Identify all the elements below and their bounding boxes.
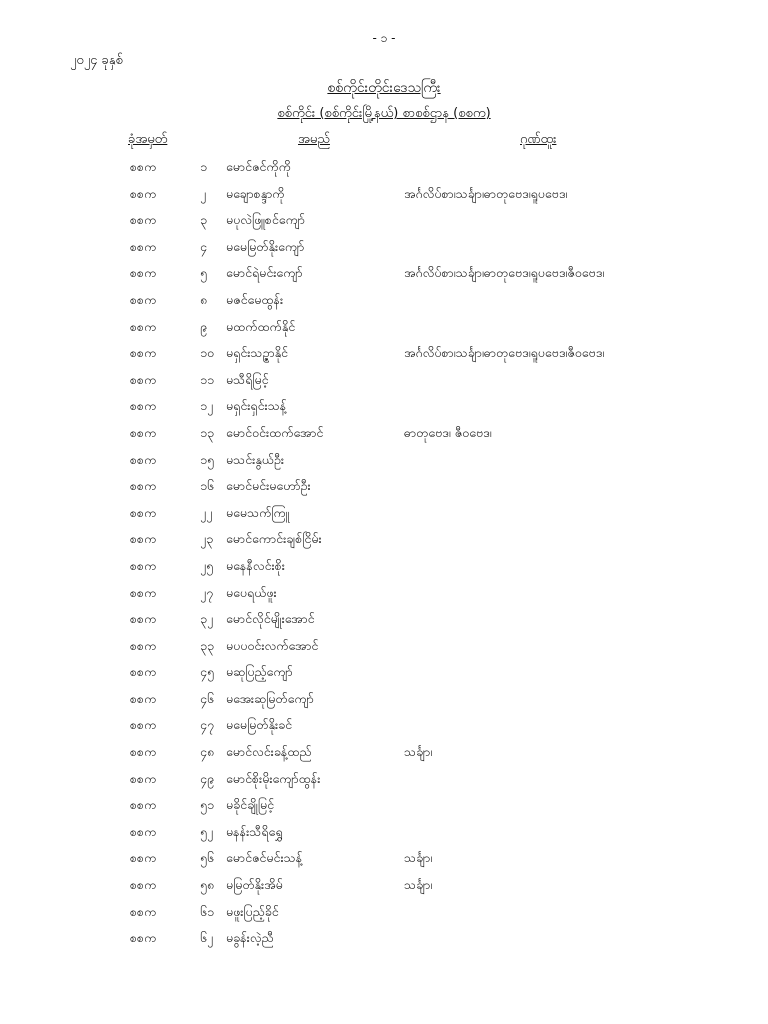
center-code: စစက — [130, 238, 157, 254]
roll-number: ၂၂ — [200, 504, 213, 520]
student-name: မရှင်းသဥ္ဇာနိုင် — [226, 345, 288, 361]
center-code: စစက — [130, 850, 157, 866]
roll-number: ၄၉ — [200, 770, 215, 786]
result-row — [0, 317, 768, 344]
result-row — [0, 556, 768, 583]
student-name: မသင်းနွယ်ဦး — [226, 451, 285, 467]
center-code: စစက — [130, 744, 157, 760]
center-code: စစက — [130, 424, 157, 440]
distinction-subjects: အင်္ဂလိပ်စာ၊သင်္ချာ၊ဓာတုဗေဒ၊ရူပဗေဒ၊ဇီဝဗေဒ၊ — [404, 345, 605, 361]
roll-number: ၃ — [200, 212, 208, 228]
roll-number: ၆၂ — [200, 930, 214, 946]
exam-year: ၂၀၂၄ ခုနှစ် — [70, 53, 123, 68]
roll-number: ၅၆ — [200, 850, 215, 866]
result-row — [0, 210, 768, 237]
student-name: မောင်စိုးမိုးကျော်ထွန်း — [226, 770, 321, 786]
center-code: စစက — [130, 903, 157, 919]
distinction-subjects: ဓာတုဗေဒ၊ ဇီဝဗေဒ၊ — [404, 424, 492, 440]
result-row — [0, 343, 768, 370]
student-name: မောင်မင်းမဟော်ဦး — [226, 478, 311, 494]
result-row — [0, 237, 768, 264]
student-name: မရှင်းရှင်းသန့် — [226, 398, 287, 414]
roll-number: ၁၀ — [200, 345, 215, 361]
student-name: မဇင်မေထွန်း — [226, 291, 284, 307]
student-name: မနန်းသီရိရွှေ — [226, 823, 283, 839]
student-name: မောင်လိုင်မျိုးအောင် — [226, 611, 315, 627]
student-name: မနေနီလင်းစိုး — [226, 557, 285, 573]
header-name: အမည် — [298, 132, 330, 147]
header-roll-number: ခုံအမှတ် — [128, 132, 168, 147]
distinction-subjects: အင်္ဂလိပ်စာ၊သင်္ချာ၊ဓာတုဗေဒ၊ရူပဗေဒ၊ — [404, 185, 568, 201]
center-code: စစက — [130, 823, 157, 839]
center-code: စစက — [130, 930, 157, 946]
roll-number: ၃၃ — [200, 637, 215, 653]
distinction-subjects: သင်္ချာ၊ — [404, 877, 433, 893]
distinction-subjects: အင်္ဂလိပ်စာ၊သင်္ချာ၊ဓာတုဗေဒ၊ရူပဗေဒ၊ဇီဝဗေဒ၊ — [404, 265, 605, 281]
student-name: မသီရိမြင့် — [226, 371, 269, 387]
center-code: စစက — [130, 664, 157, 680]
center-code: စစက — [130, 478, 157, 494]
result-row — [0, 928, 768, 955]
center-code: စစက — [130, 265, 157, 281]
result-row — [0, 396, 768, 423]
center-code: စစက — [130, 797, 157, 813]
column-headers — [0, 131, 768, 151]
result-row — [0, 769, 768, 796]
student-name: မောင်လင်းခန့်ထည် — [226, 744, 312, 760]
result-row — [0, 450, 768, 477]
center-code: စစက — [130, 557, 157, 573]
student-name: မောင်ဇင်ကိုကို — [226, 159, 291, 174]
roll-number: ၅၈ — [200, 877, 215, 893]
center-code: စစက — [130, 318, 157, 334]
center-code: စစက — [130, 212, 157, 228]
student-name: မောင်ဇင်မင်းသန့် — [226, 850, 303, 866]
result-row — [0, 503, 768, 530]
student-name: မထက်ထက်နိုင် — [226, 318, 296, 334]
header-distinction: ဂုဏ်ထူး — [520, 132, 557, 147]
center-code: စစက — [130, 451, 157, 467]
result-row — [0, 184, 768, 211]
roll-number: ၁၂ — [200, 398, 214, 414]
center-code: စစက — [130, 159, 157, 174]
roll-number: ၄ — [200, 238, 208, 254]
result-row — [0, 715, 768, 742]
center-code: စစက — [130, 531, 157, 547]
student-name: မပပဝင်းလက်အောင် — [226, 637, 319, 653]
distinction-subjects: သင်္ချာ၊ — [404, 850, 433, 866]
result-row — [0, 875, 768, 902]
roll-number: ၆၁ — [200, 903, 215, 919]
roll-number: ၃၂ — [200, 611, 214, 627]
result-row — [0, 636, 768, 663]
student-name: မခွန်းလဲ့ညီ — [226, 930, 274, 946]
student-name: မမေမြတ်နိုးခင် — [226, 717, 293, 733]
roll-number: ၁၁ — [200, 371, 215, 387]
center-code: စစက — [130, 504, 157, 520]
student-name: မပုလဲဖြူစင်ကျော် — [226, 212, 305, 228]
result-row — [0, 742, 768, 769]
result-row — [0, 423, 768, 450]
student-name: မဆုပြည့်ကျော် — [226, 664, 293, 680]
center-code: စစက — [130, 291, 157, 307]
roll-number: ၁ — [200, 159, 208, 174]
roll-number: ၁၃ — [200, 424, 215, 440]
roll-number: ၄၅ — [200, 664, 215, 680]
student-name: မခိုင်ချိုမြင့် — [226, 797, 275, 813]
roll-number: ၂၃ — [200, 531, 214, 547]
center-code: စစက — [130, 185, 157, 201]
student-name: မအေးဆုမြတ်ကျော် — [226, 690, 314, 706]
center-code: စစက — [130, 637, 157, 653]
roll-number: ၄၇ — [200, 717, 215, 733]
student-name: မမေမြတ်နိုးကျော် — [226, 238, 305, 254]
result-row — [0, 476, 768, 503]
student-name: မပေရယ်ဖူး — [226, 584, 277, 600]
center-code: စစက — [130, 398, 157, 414]
center-code: စစက — [130, 584, 157, 600]
results-list — [0, 157, 768, 955]
distinction-subjects: သင်္ချာ၊ — [404, 744, 433, 760]
page-number: - ၁ - — [372, 31, 396, 45]
center-code: စစက — [130, 371, 157, 387]
roll-number: ၅၁ — [200, 797, 215, 813]
roll-number: ၅၂ — [200, 823, 214, 839]
student-name: မောင်ကောင်းချစ်ငြိမ်း — [226, 531, 322, 547]
result-row — [0, 609, 768, 636]
result-row — [0, 157, 768, 184]
result-row — [0, 689, 768, 716]
student-name: မမြတ်နိုးအိမ် — [226, 877, 283, 893]
result-row — [0, 662, 768, 689]
student-name: မချောစန္ဒာကို — [226, 185, 285, 201]
roll-number: ၈ — [200, 291, 208, 307]
result-row — [0, 795, 768, 822]
roll-number: ၂၇ — [200, 584, 214, 600]
student-name: မမေသက်ကြူ — [226, 504, 290, 520]
region-title: စစ်ကိုင်းတိုင်းဒေသကြီး — [327, 80, 441, 96]
result-row — [0, 529, 768, 556]
roll-number: ၄၈ — [200, 744, 215, 760]
center-code: စစက — [130, 611, 157, 627]
roll-number: ၄၆ — [200, 690, 215, 706]
center-code: စစက — [130, 770, 157, 786]
center-code: စစက — [130, 717, 157, 733]
center-code: စစက — [130, 690, 157, 706]
student-name: မောင်ရဲမင်းကျော် — [226, 265, 303, 281]
result-row — [0, 263, 768, 290]
student-name: မောင်ဝင်းထက်အောင် — [226, 424, 324, 440]
result-row — [0, 902, 768, 929]
roll-number: ၅ — [200, 265, 208, 281]
exam-center-subtitle: စစ်ကိုင်း (စစ်ကိုင်းမြို့နယ်) စာစစ်ဌာန (စစက) — [277, 106, 491, 121]
roll-number: ၂ — [200, 185, 207, 201]
center-code: စစက — [130, 345, 157, 361]
result-row — [0, 370, 768, 397]
result-row — [0, 822, 768, 849]
roll-number: ၉ — [200, 318, 208, 334]
student-name: မဖူးပြည့်ခိုင် — [226, 903, 279, 919]
roll-number: ၂၅ — [200, 557, 214, 573]
result-row — [0, 848, 768, 875]
result-row — [0, 583, 768, 610]
center-code: စစက — [130, 877, 157, 893]
roll-number: ၁၆ — [200, 478, 215, 494]
result-row — [0, 290, 768, 317]
roll-number: ၁၅ — [200, 451, 215, 467]
